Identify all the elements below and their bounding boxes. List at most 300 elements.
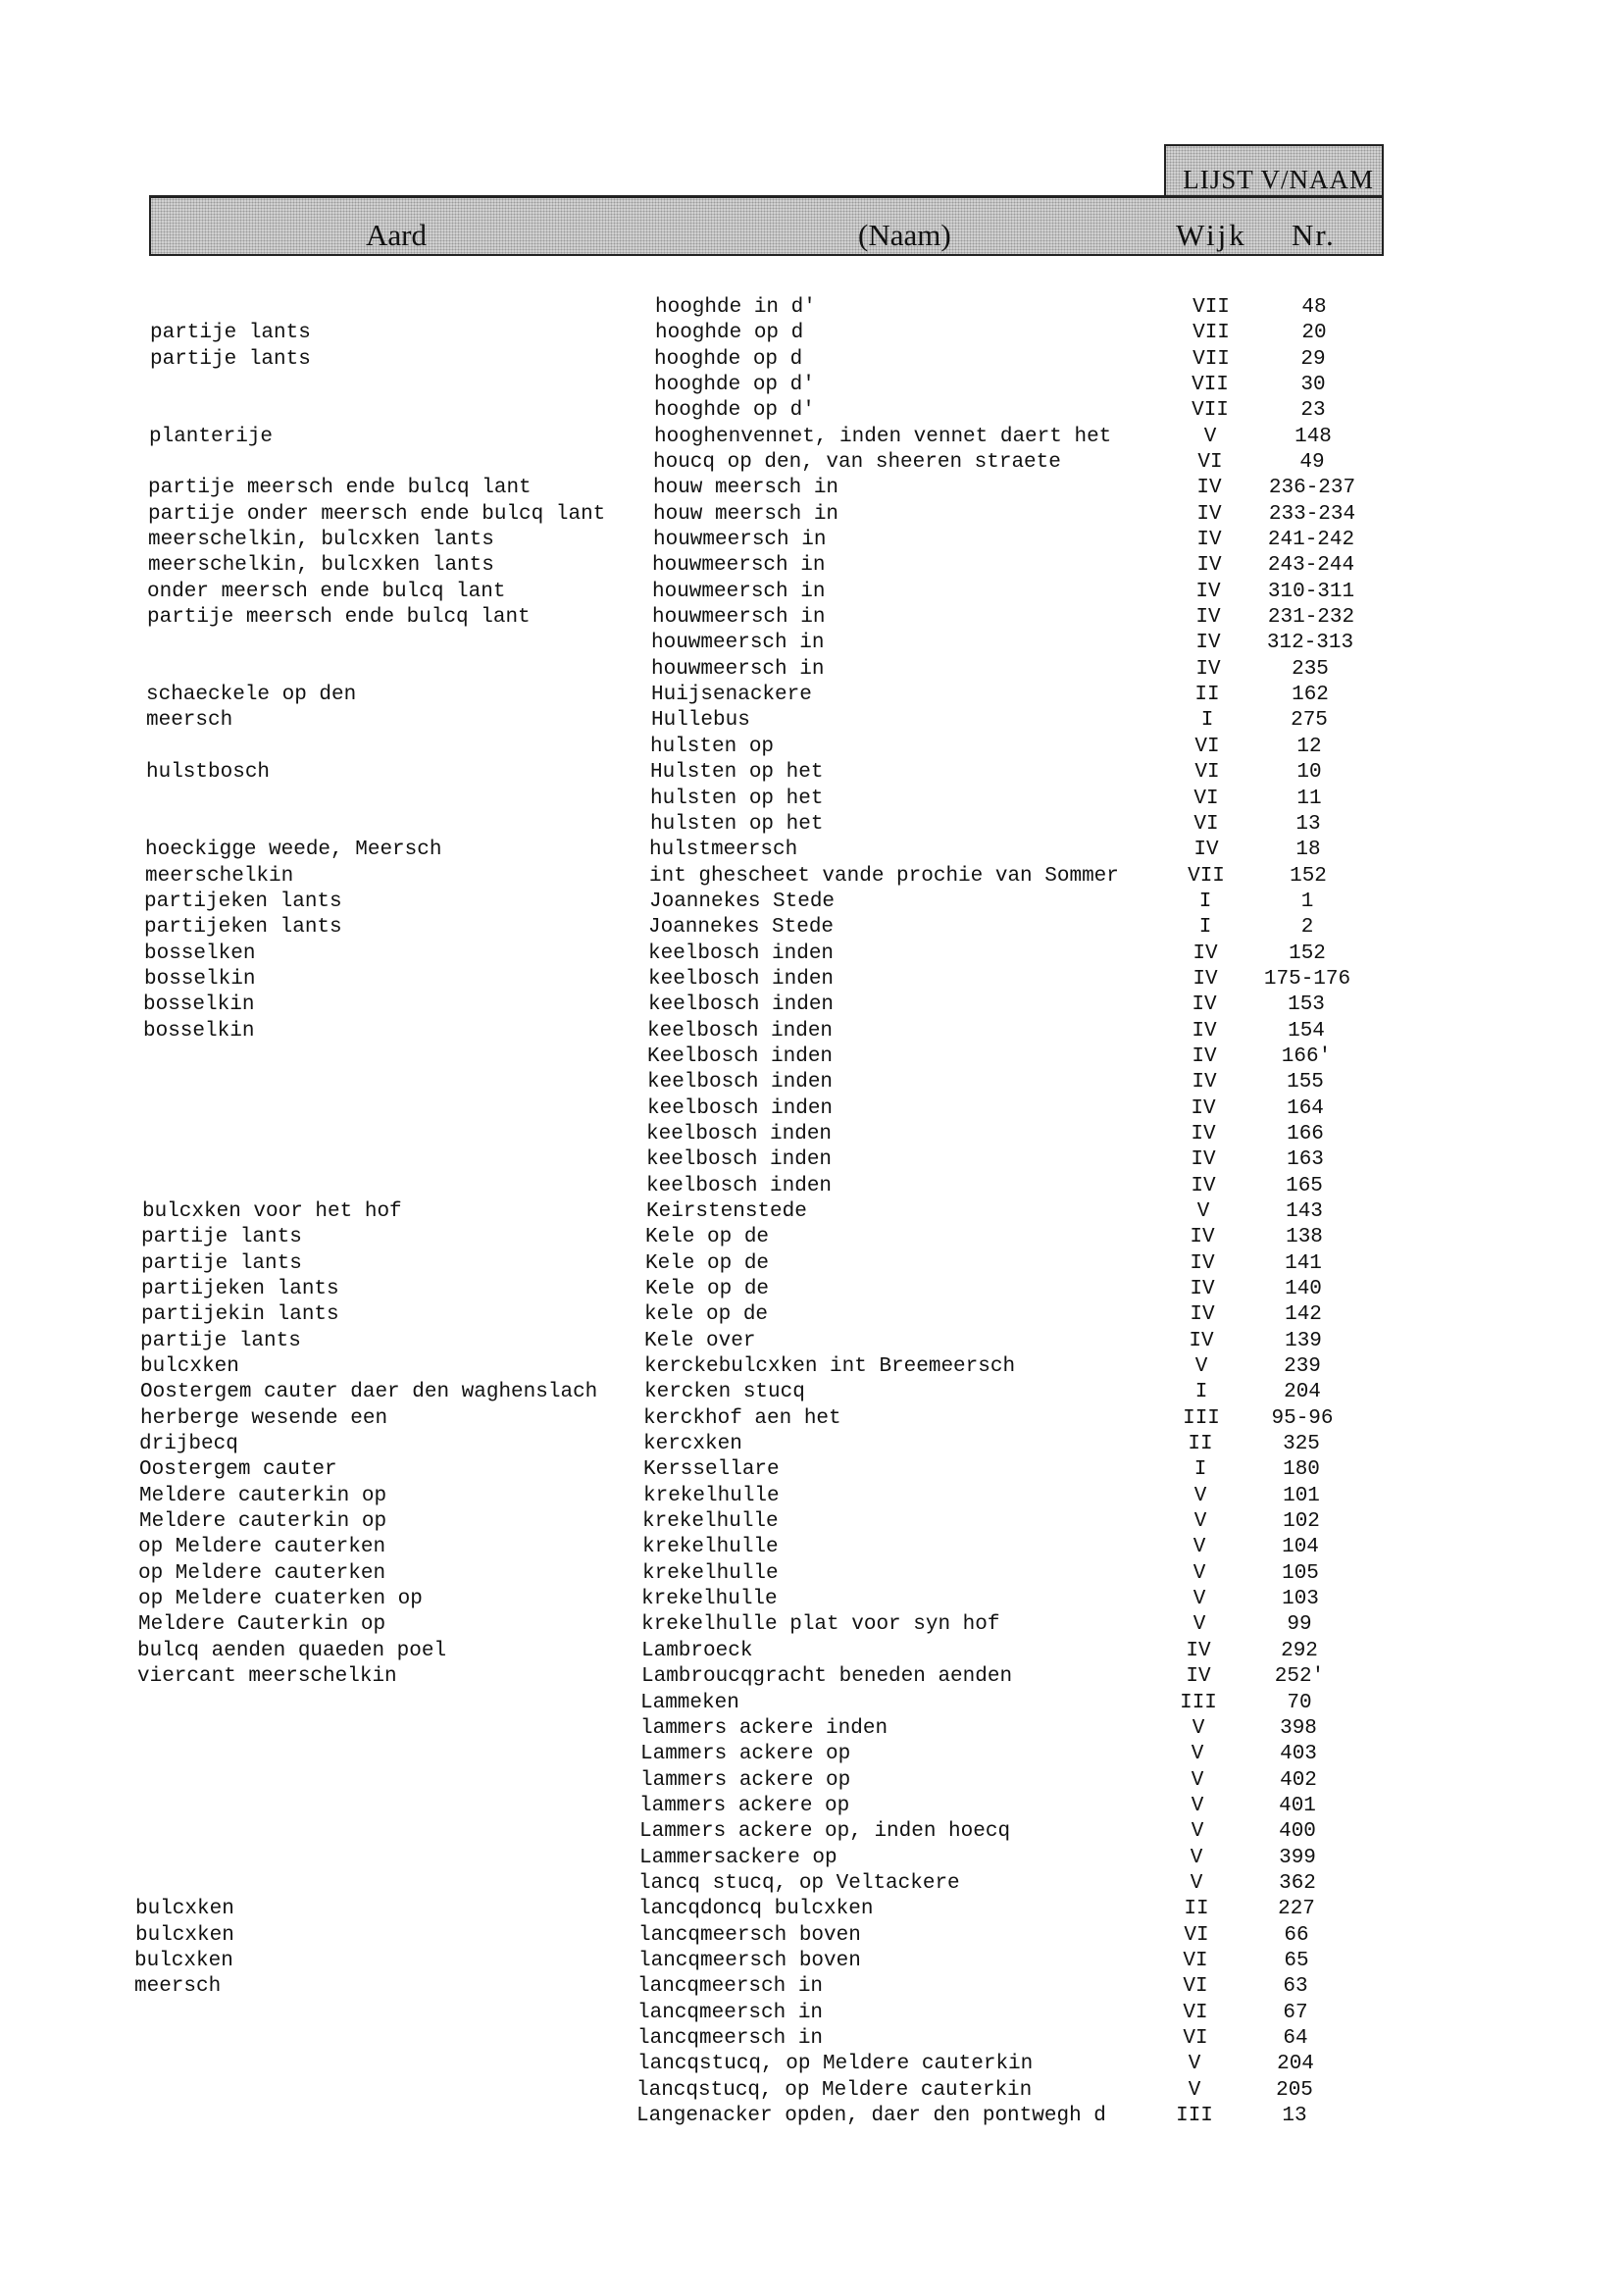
naam-cell: Lammeken xyxy=(640,1692,739,1714)
table-row xyxy=(0,605,1624,631)
wijk-cell: VI xyxy=(1183,1975,1208,1998)
aard-cell: op Meldere cauterken xyxy=(138,1562,386,1585)
naam-cell: lancqmeersch boven xyxy=(638,1950,861,1972)
naam-cell: lancqdoncq bulcxken xyxy=(638,1898,874,1920)
table-row xyxy=(0,373,1624,398)
naam-cell: Kele op de xyxy=(645,1226,770,1248)
wijk-cell: V xyxy=(1191,1795,1204,1817)
naam-cell: keelbosch inden xyxy=(647,1071,834,1094)
nr-cell: 65 xyxy=(1284,1950,1309,1972)
table-row xyxy=(0,657,1624,683)
naam-cell: int ghescheet vande prochie van Sommer xyxy=(649,865,1119,888)
table-row xyxy=(0,864,1624,890)
wijk-cell: V xyxy=(1190,1872,1203,1895)
nr-cell: 164 xyxy=(1287,1097,1324,1120)
naam-cell: lancqmeersch in xyxy=(637,2002,824,2024)
nr-cell: 152 xyxy=(1289,942,1326,965)
aard-cell: Meldere cauterkin op xyxy=(139,1485,387,1507)
naam-cell: kerckhof aen het xyxy=(643,1407,841,1430)
wijk-cell: VI xyxy=(1194,736,1220,758)
nr-cell: 101 xyxy=(1283,1485,1320,1507)
naam-cell: Langenacker opden, daer den pontwegh d xyxy=(636,2105,1106,2127)
header-nr: Nr. xyxy=(1292,218,1336,252)
naam-cell: lancqstucq, op Meldere cauterkin xyxy=(637,2053,1034,2075)
nr-cell: 243-244 xyxy=(1267,554,1355,577)
nr-cell: 10 xyxy=(1296,761,1322,784)
nr-cell: 227 xyxy=(1278,1898,1315,1920)
wijk-cell: III xyxy=(1176,2105,1213,2127)
nr-cell: 235 xyxy=(1292,658,1329,681)
table-row xyxy=(0,1019,1624,1044)
table-row xyxy=(0,1716,1624,1742)
naam-cell: Lammersackere op xyxy=(639,1847,837,1869)
wijk-cell: IV xyxy=(1186,1665,1211,1688)
wijk-cell: IV xyxy=(1186,1640,1211,1662)
naam-cell: Hulsten op het xyxy=(650,761,824,784)
nr-cell: 180 xyxy=(1283,1458,1320,1481)
wijk-cell: II xyxy=(1194,684,1220,706)
aard-cell: partije meersch ende bulcq lant xyxy=(147,606,531,629)
nr-cell: 30 xyxy=(1300,374,1326,396)
table-row xyxy=(0,1974,1624,2000)
wijk-cell: VII xyxy=(1193,322,1230,344)
wijk-cell: II xyxy=(1184,1898,1209,1920)
wijk-cell: V xyxy=(1188,2053,1201,2075)
wijk-cell: VI xyxy=(1197,451,1223,474)
nr-cell: 166' xyxy=(1281,1045,1332,1068)
naam-cell: houwmeersch in xyxy=(651,658,825,681)
nr-cell: 140 xyxy=(1285,1278,1322,1300)
naam-cell: kerckebulcxken int Breemeersch xyxy=(644,1355,1016,1378)
table-row xyxy=(0,1457,1624,1483)
naam-cell: hooghde op d xyxy=(654,348,803,371)
aard-cell: schaeckele op den xyxy=(146,684,357,706)
aard-cell: Oostergem cauter daer den waghenslach xyxy=(140,1381,598,1403)
table-row xyxy=(0,1096,1624,1122)
nr-cell: 138 xyxy=(1286,1226,1323,1248)
wijk-cell: V xyxy=(1191,1743,1204,1765)
naam-cell: Lammers ackere op xyxy=(640,1743,851,1765)
naam-cell: keelbosch inden xyxy=(648,942,835,965)
naam-cell: keelbosch inden xyxy=(648,993,835,1016)
nr-cell: 67 xyxy=(1283,2002,1308,2024)
wijk-cell: VI xyxy=(1183,2027,1208,2050)
table-row xyxy=(0,425,1624,450)
aard-cell: partijeken lants xyxy=(141,1278,339,1300)
aard-cell: hulstbosch xyxy=(146,761,271,784)
wijk-cell: IV xyxy=(1192,1020,1217,1043)
wijk-cell: IV xyxy=(1196,529,1222,551)
table-row xyxy=(0,1535,1624,1560)
naam-cell: Lammers ackere op, inden hoecq xyxy=(639,1820,1011,1843)
nr-cell: 143 xyxy=(1286,1200,1323,1223)
naam-cell: keelbosch inden xyxy=(646,1123,833,1146)
wijk-cell: IV xyxy=(1191,1097,1216,1120)
naam-cell: krekelhulle xyxy=(643,1485,780,1507)
wijk-cell: I xyxy=(1193,1458,1207,1481)
nr-cell: 18 xyxy=(1295,839,1321,861)
nr-cell: 233-234 xyxy=(1268,503,1356,526)
wijk-cell: V xyxy=(1193,1562,1206,1585)
wijk-cell: IV xyxy=(1190,1252,1215,1275)
wijk-cell: IV xyxy=(1191,1148,1216,1171)
table-row xyxy=(0,553,1624,579)
naam-cell: lancqmeersch boven xyxy=(638,1924,861,1947)
nr-cell: 204 xyxy=(1284,1381,1321,1403)
naam-cell: Keirstenstede xyxy=(646,1200,807,1223)
naam-cell: Joannekes Stede xyxy=(649,891,836,913)
nr-cell: 154 xyxy=(1288,1020,1325,1043)
naam-cell: keelbosch inden xyxy=(647,1097,834,1120)
table-row xyxy=(0,1612,1624,1638)
wijk-cell: IV xyxy=(1193,839,1219,861)
aard-cell: partije onder meersch ende bulcq lant xyxy=(148,503,606,526)
table-row xyxy=(0,1432,1624,1457)
wijk-cell: VI xyxy=(1183,1950,1208,1972)
wijk-cell: IV xyxy=(1195,581,1221,603)
table-row xyxy=(0,450,1624,476)
nr-cell: 153 xyxy=(1288,993,1325,1016)
table-row xyxy=(0,1819,1624,1845)
naam-cell: Keelbosch inden xyxy=(647,1045,834,1068)
nr-cell: 205 xyxy=(1276,2079,1313,2102)
table-row xyxy=(0,708,1624,734)
naam-cell: krekelhulle xyxy=(641,1588,778,1610)
wijk-cell: IV xyxy=(1196,503,1222,526)
aard-cell: meerschelkin, bulcxken lants xyxy=(148,529,494,551)
wijk-cell: IV xyxy=(1193,968,1218,991)
table-row xyxy=(0,528,1624,553)
nr-cell: 204 xyxy=(1277,2053,1314,2075)
naam-cell: houwmeersch in xyxy=(652,581,826,603)
nr-cell: 103 xyxy=(1282,1588,1319,1610)
wijk-cell: VI xyxy=(1183,2002,1208,2024)
nr-cell: 95-96 xyxy=(1271,1407,1334,1430)
naam-cell: lammers ackere op xyxy=(640,1769,851,1792)
aard-cell: bulcq aenden quaeden poel xyxy=(137,1640,447,1662)
wijk-cell: VII xyxy=(1192,399,1229,422)
wijk-cell: V xyxy=(1191,1820,1204,1843)
nr-cell: 70 xyxy=(1287,1692,1312,1714)
aard-cell: onder meersch ende bulcq lant xyxy=(147,581,506,603)
wijk-cell: V xyxy=(1193,1613,1206,1636)
naam-cell: hooghde op d xyxy=(655,322,804,344)
nr-cell: 165 xyxy=(1286,1175,1323,1197)
table-row xyxy=(0,1897,1624,1922)
aard-cell: bulcxken voor het hof xyxy=(142,1200,402,1223)
wijk-cell: I xyxy=(1198,916,1212,939)
wijk-cell: VI xyxy=(1194,761,1220,784)
table-row xyxy=(0,942,1624,967)
table-row xyxy=(0,1174,1624,1199)
nr-cell: 362 xyxy=(1279,1872,1316,1895)
table-row xyxy=(0,787,1624,812)
nr-cell: 175-176 xyxy=(1263,968,1351,991)
table-row xyxy=(0,580,1624,605)
wijk-cell: III xyxy=(1183,1407,1220,1430)
naam-cell: lancq stucq, op Veltackere xyxy=(638,1872,960,1895)
table-row xyxy=(0,1949,1624,1974)
naam-cell: hooghenvennet, inden vennet daert het xyxy=(654,426,1112,448)
nr-cell: 275 xyxy=(1291,709,1328,732)
nr-cell: 1 xyxy=(1300,891,1314,913)
wijk-cell: III xyxy=(1180,1692,1217,1714)
nr-cell: 29 xyxy=(1300,348,1326,371)
naam-cell: houw meersch in xyxy=(653,503,839,526)
table-row xyxy=(0,398,1624,424)
wijk-cell: I xyxy=(1200,709,1214,732)
naam-cell: Hullebus xyxy=(651,709,750,732)
wijk-cell: IV xyxy=(1192,993,1217,1016)
aard-cell: meerschelkin, bulcxken lants xyxy=(148,554,494,577)
wijk-cell: V xyxy=(1190,1847,1203,1869)
table-row xyxy=(0,502,1624,528)
nr-cell: 398 xyxy=(1280,1717,1317,1740)
table-row xyxy=(0,1691,1624,1716)
wijk-cell: IV xyxy=(1191,1123,1216,1146)
nr-cell: 141 xyxy=(1285,1252,1322,1275)
aard-cell: drijbecq xyxy=(139,1433,238,1455)
naam-cell: lancqstucq, op Meldere cauterkin xyxy=(636,2079,1033,2102)
nr-cell: 312-313 xyxy=(1266,632,1354,654)
aard-cell: Meldere Cauterkin op xyxy=(138,1613,386,1636)
nr-cell: 403 xyxy=(1280,1743,1317,1765)
nr-cell: 139 xyxy=(1285,1330,1322,1352)
aard-cell: bosselkin xyxy=(143,1020,255,1043)
nr-cell: 400 xyxy=(1279,1820,1316,1843)
nr-cell: 104 xyxy=(1282,1536,1319,1558)
table-row xyxy=(0,1871,1624,1897)
wijk-cell: V xyxy=(1192,1717,1205,1740)
table-row xyxy=(0,347,1624,373)
naam-cell: Kerssellare xyxy=(643,1458,780,1481)
aard-cell: bulcxken xyxy=(135,1924,234,1947)
table-row xyxy=(0,1044,1624,1070)
naam-cell: hulsten op xyxy=(650,736,775,758)
nr-cell: 12 xyxy=(1296,736,1322,758)
aard-cell: bosselkin xyxy=(144,968,256,991)
naam-cell: hulsten op het xyxy=(650,813,824,836)
wijk-cell: IV xyxy=(1195,658,1221,681)
aard-cell: herberge wesende een xyxy=(140,1407,388,1430)
aard-cell: hoeckigge weede, Meersch xyxy=(145,839,442,861)
table-row xyxy=(0,967,1624,993)
aard-cell: bosselken xyxy=(144,942,256,965)
naam-cell: houcq op den, van sheeren straete xyxy=(653,451,1061,474)
aard-cell: partije lants xyxy=(150,322,311,344)
wijk-cell: V xyxy=(1194,1355,1208,1378)
header-wijk: Wijk xyxy=(1176,218,1247,252)
wijk-cell: IV xyxy=(1195,606,1221,629)
table-row xyxy=(0,1225,1624,1250)
table-row xyxy=(0,1587,1624,1612)
nr-cell: 399 xyxy=(1279,1847,1316,1869)
naam-cell: Lambroucqgracht beneden aenden xyxy=(641,1665,1013,1688)
table-row xyxy=(0,2104,1624,2129)
table-row xyxy=(0,476,1624,501)
nr-cell: 23 xyxy=(1300,399,1326,422)
nr-cell: 231-232 xyxy=(1267,606,1355,629)
naam-cell: kercken stucq xyxy=(644,1381,805,1403)
table-row xyxy=(0,1277,1624,1302)
naam-cell: hooghde in d' xyxy=(655,296,816,319)
table-row xyxy=(0,295,1624,321)
aard-cell: partije lants xyxy=(150,348,311,371)
table-row xyxy=(0,993,1624,1018)
table-row xyxy=(0,812,1624,838)
table-row xyxy=(0,1509,1624,1535)
naam-cell: Huijsenackere xyxy=(651,684,812,706)
aard-cell: bulcxken xyxy=(135,1898,234,1920)
aard-cell: Meldere cauterkin op xyxy=(139,1510,387,1533)
table-row xyxy=(0,1147,1624,1173)
list-label: LIJST V/NAAM xyxy=(1183,165,1374,194)
aard-cell: partije lants xyxy=(140,1330,301,1352)
table-row xyxy=(0,1406,1624,1432)
table-row xyxy=(0,838,1624,863)
wijk-cell: IV xyxy=(1192,1071,1217,1094)
nr-cell: 13 xyxy=(1282,2105,1307,2127)
table-row xyxy=(0,1639,1624,1664)
nr-cell: 236-237 xyxy=(1268,477,1356,499)
nr-cell: 148 xyxy=(1294,426,1332,448)
wijk-cell: IV xyxy=(1195,632,1221,654)
wijk-cell: IV xyxy=(1193,942,1218,965)
nr-cell: 325 xyxy=(1283,1433,1320,1455)
wijk-cell: VII xyxy=(1193,348,1230,371)
naam-cell: krekelhulle plat voor syn hof xyxy=(641,1613,1000,1636)
nr-cell: 49 xyxy=(1299,451,1325,474)
aard-cell: meersch xyxy=(134,1975,222,1998)
table-row xyxy=(0,1122,1624,1147)
naam-cell: krekelhulle xyxy=(642,1510,779,1533)
naam-cell: houwmeersch in xyxy=(652,606,826,629)
nr-cell: 102 xyxy=(1283,1510,1320,1533)
aard-cell: partije lants xyxy=(141,1252,302,1275)
wijk-cell: V xyxy=(1193,1510,1207,1533)
naam-cell: Kele op de xyxy=(645,1252,770,1275)
naam-cell: kercxken xyxy=(643,1433,742,1455)
wijk-cell: IV xyxy=(1192,1045,1217,1068)
naam-cell: Joannekes Stede xyxy=(648,916,835,939)
table-row xyxy=(0,2052,1624,2077)
naam-cell: Kele over xyxy=(644,1330,756,1352)
naam-cell: houwmeersch in xyxy=(653,529,827,551)
nr-cell: 310-311 xyxy=(1267,581,1355,603)
nr-cell: 292 xyxy=(1281,1640,1318,1662)
aard-cell: partije lants xyxy=(141,1226,302,1248)
nr-cell: 105 xyxy=(1282,1562,1319,1585)
wijk-cell: IV xyxy=(1190,1226,1215,1248)
wijk-cell: VI xyxy=(1184,1924,1209,1947)
nr-cell: 48 xyxy=(1301,296,1327,319)
naam-cell: lancqmeersch in xyxy=(637,2027,824,2050)
table-row xyxy=(0,1380,1624,1405)
naam-cell: keelbosch inden xyxy=(648,968,835,991)
aard-cell: op Meldere cauterken xyxy=(138,1536,386,1558)
naam-cell: Kele op de xyxy=(645,1278,770,1300)
table-row xyxy=(0,2078,1624,2104)
wijk-cell: I xyxy=(1194,1381,1208,1403)
wijk-cell: IV xyxy=(1190,1278,1215,1300)
naam-cell: keelbosch inden xyxy=(646,1175,833,1197)
wijk-cell: V xyxy=(1193,1485,1207,1507)
table-row xyxy=(0,1302,1624,1328)
wijk-cell: VI xyxy=(1193,788,1219,810)
naam-cell: hooghde op d' xyxy=(654,374,815,396)
aard-cell: bulcxken xyxy=(134,1950,233,1972)
table-row xyxy=(0,631,1624,656)
wijk-cell: VII xyxy=(1192,374,1229,396)
table-row xyxy=(0,1742,1624,1767)
naam-cell: houwmeersch in xyxy=(652,554,826,577)
naam-cell: hulsten op het xyxy=(650,788,824,810)
naam-cell: houwmeersch in xyxy=(651,632,825,654)
aard-cell: viercant meerschelkin xyxy=(137,1665,397,1688)
naam-cell: hulstmeersch xyxy=(649,839,798,861)
wijk-cell: IV xyxy=(1196,477,1222,499)
aard-cell: Oostergem cauter xyxy=(139,1458,337,1481)
wijk-cell: I xyxy=(1198,891,1212,913)
header-aard: Aard xyxy=(366,218,427,252)
header-naam: (Naam) xyxy=(858,218,951,252)
aard-cell: partijeken lants xyxy=(144,916,342,939)
table-row xyxy=(0,1923,1624,1949)
naam-cell: krekelhulle xyxy=(642,1536,779,1558)
aard-cell: op Meldere cuaterken op xyxy=(138,1588,423,1610)
naam-cell: lammers ackere inden xyxy=(640,1717,888,1740)
table-row xyxy=(0,1329,1624,1354)
table-row xyxy=(0,2001,1624,2026)
nr-cell: 239 xyxy=(1284,1355,1321,1378)
wijk-cell: IV xyxy=(1196,554,1222,577)
nr-cell: 99 xyxy=(1287,1613,1312,1636)
naam-cell: kele op de xyxy=(644,1303,769,1326)
wijk-cell: V xyxy=(1191,1769,1204,1792)
aard-cell: partijeken lants xyxy=(144,891,342,913)
aard-cell: bulcxken xyxy=(140,1355,239,1378)
nr-cell: 402 xyxy=(1280,1769,1317,1792)
table-row xyxy=(0,1561,1624,1587)
wijk-cell: IV xyxy=(1190,1303,1215,1326)
wijk-cell: V xyxy=(1193,1536,1206,1558)
nr-cell: 20 xyxy=(1301,322,1327,344)
nr-cell: 63 xyxy=(1283,1975,1308,1998)
naam-cell: lammers ackere op xyxy=(639,1795,850,1817)
nr-cell: 11 xyxy=(1296,788,1322,810)
table-row xyxy=(0,915,1624,941)
aard-cell: bosselkin xyxy=(143,993,255,1016)
naam-cell: keelbosch inden xyxy=(646,1148,833,1171)
nr-cell: 166 xyxy=(1287,1123,1324,1146)
table-row xyxy=(0,735,1624,760)
table-row xyxy=(0,1251,1624,1277)
table-row xyxy=(0,1354,1624,1380)
aard-cell: partijekin lants xyxy=(141,1303,339,1326)
nr-cell: 66 xyxy=(1284,1924,1309,1947)
nr-cell: 142 xyxy=(1285,1303,1322,1326)
nr-cell: 152 xyxy=(1290,865,1327,888)
naam-cell: houw meersch in xyxy=(653,477,839,499)
wijk-cell: V xyxy=(1193,1588,1206,1610)
table-row xyxy=(0,1484,1624,1509)
table-row xyxy=(0,1794,1624,1819)
wijk-cell: VII xyxy=(1193,296,1230,319)
nr-cell: 64 xyxy=(1283,2027,1308,2050)
nr-cell: 401 xyxy=(1279,1795,1316,1817)
wijk-cell: VI xyxy=(1193,813,1219,836)
table-row xyxy=(0,683,1624,708)
